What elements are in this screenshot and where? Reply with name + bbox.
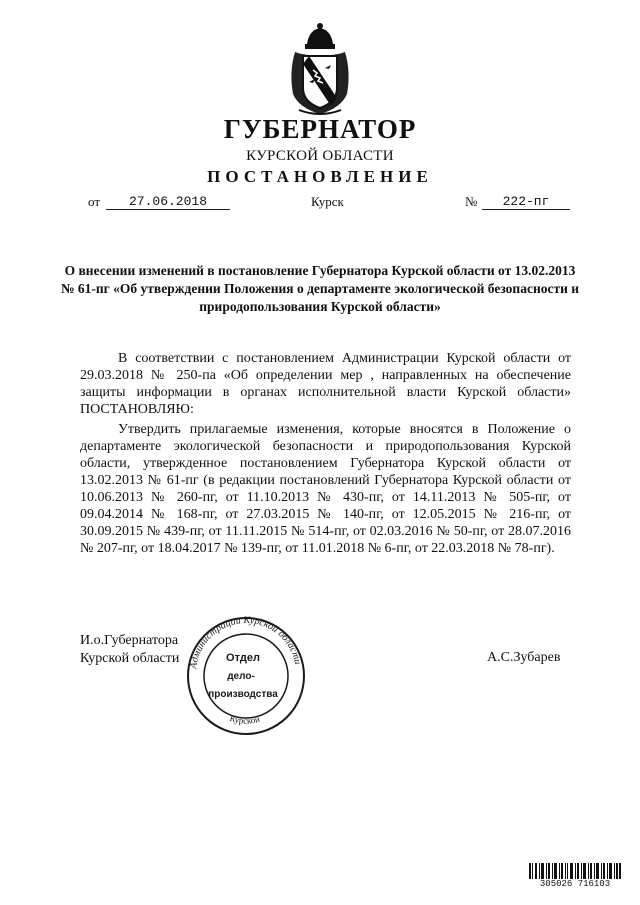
round-stamp	[183, 613, 309, 739]
signatory-position-line-2: Курской области	[80, 651, 180, 666]
signatory-position	[80, 632, 179, 668]
coat-of-arms-icon	[287, 22, 353, 118]
barcode-number: 305026 716103	[529, 879, 621, 889]
document-date: 27.06.2018	[106, 194, 230, 210]
stamp-outer-text: Администрации Курской области	[188, 615, 304, 670]
body-paragraph-1: В соответствии с постановлением Администрации Курской области от 29.03.2018 № 250-па «Об определении мер , направленных на обеспечение защиты информации в органах исполнительной власти Курской области» ПОСТАНОВЛЯЮ:	[80, 351, 571, 417]
body-paragraph-2: Утвердить прилагаемые изменения, которые вносятся в Положение о департаменте экологической безопасности и природопользования Курской области, утвержденное постановлением Губернатора Курской области от 13.02.2013 № 61-пг (в редакции постановлений Губернатора Курской области от 10.06.2013 № 260-пг, от 11.10.2013 № 430-пг, от 14.11.2013 № 505-пг, от 09.04.2014 № 168-пг, от 27.03.2015 № 140-пг, от 12.05.2015 № 216-пг, от 30.09.2015 № 439-пг, от 11.11.2015 № 514-пг, от 02.03.2016 № 50-пг, от 28.07.2016 № 207-пг, от 18.04.2017 № 139-пг, от 11.01.2018 № 6-пг, от 22.03.2018 № 78-пг).	[80, 422, 571, 556]
number-prefix: №	[465, 194, 478, 209]
document-heading: О внесении изменений в постановление Губернатора Курской области от 13.02.2013 № 61-пг «Об утверждении Положения о департаменте экологической безопасности и природопользования Курской области»	[60, 263, 580, 314]
document-city: Курск	[311, 194, 344, 209]
document-number: 222-пг	[482, 194, 570, 210]
header-region: КУРСКОЙ ОБЛАСТИ	[246, 148, 394, 164]
header-title: ГУБЕРНАТОР	[223, 114, 417, 144]
date-prefix: от	[88, 194, 101, 209]
signatory-position-line-1: И.о.Губернатора	[80, 633, 179, 648]
stamp-outer-text-bottom: Курской	[228, 712, 261, 726]
stamp-line-2: дело-	[227, 671, 255, 682]
stamp-line-3: производства	[208, 689, 278, 700]
header-doc-type: ПОСТАНОВЛЕНИЕ	[207, 167, 433, 186]
signatory-name: А.С.Зубарев	[487, 650, 561, 665]
stamp-line-1: Отдел	[226, 652, 260, 664]
svg-text:Курской	[229, 713, 261, 726]
